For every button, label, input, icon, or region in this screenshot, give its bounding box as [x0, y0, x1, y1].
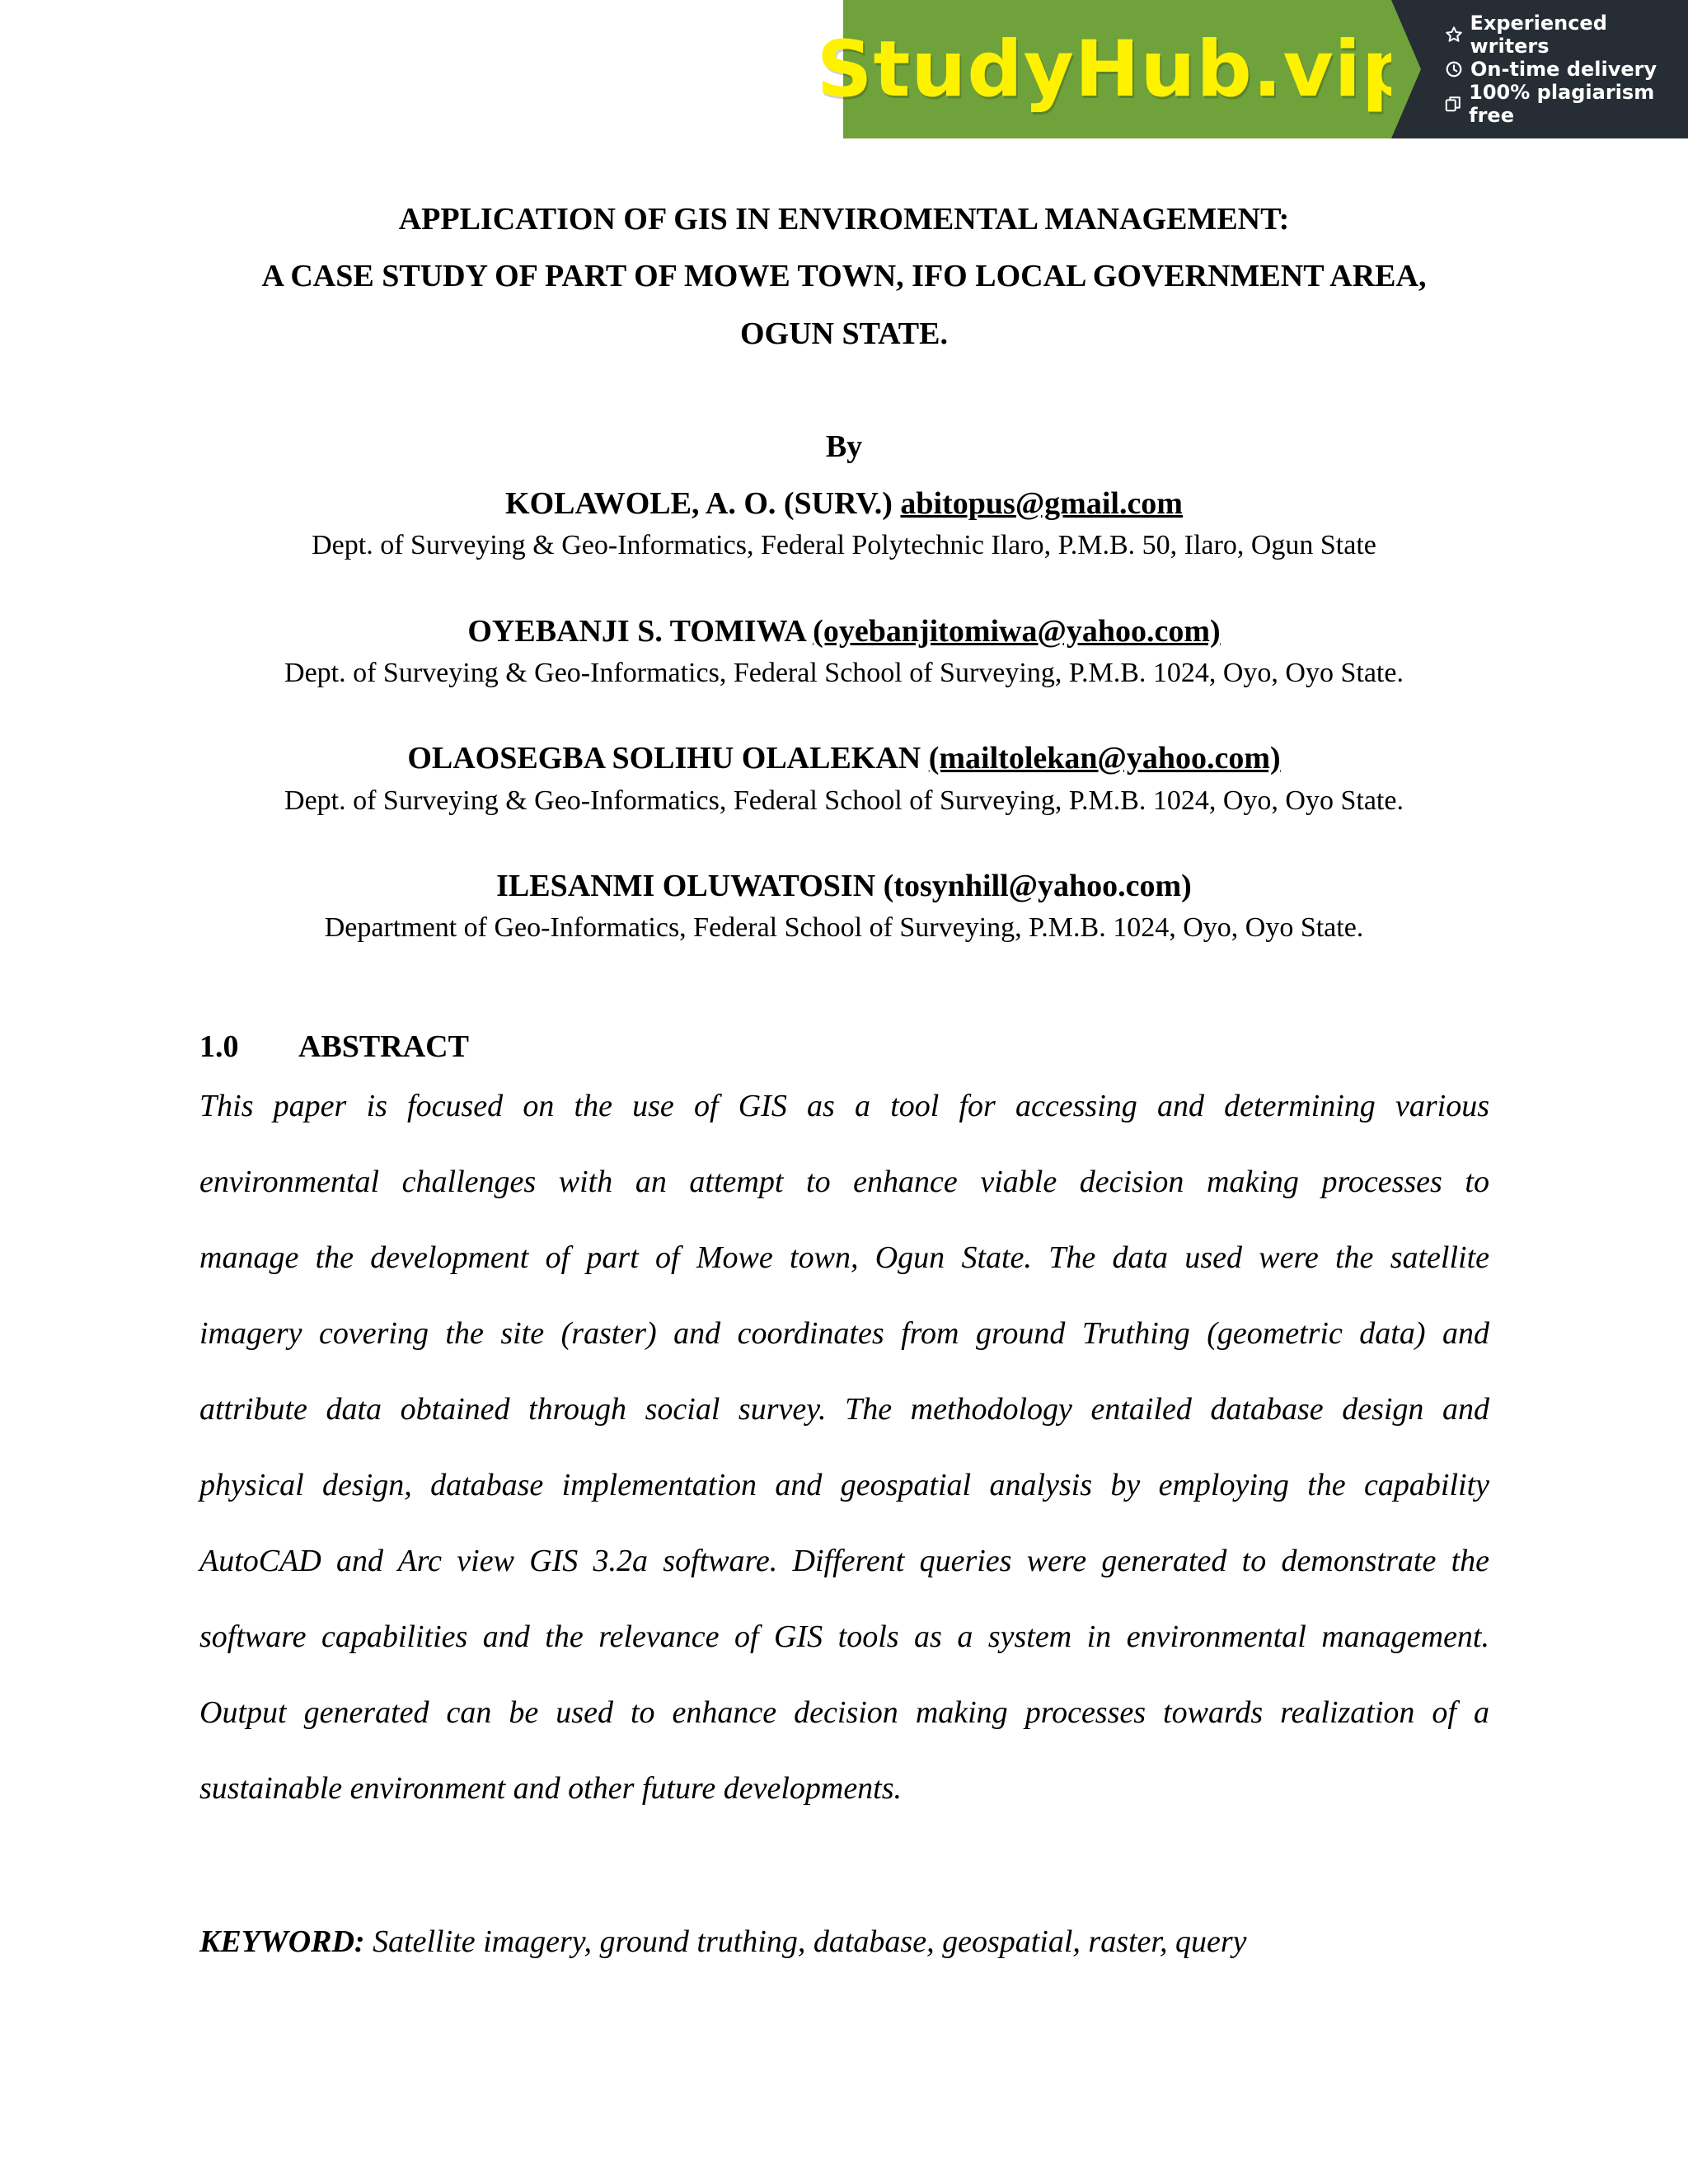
abstract-line: Output generated can be used to enhance decision making processes towards realization of a: [199, 1695, 1489, 1730]
author-email[interactable]: abitopus@gmail.com: [900, 486, 1183, 521]
feature-item: [1444, 55, 1688, 83]
keywords-label: KEYWORD:: [199, 1924, 365, 1959]
section-number: 1.0: [199, 1029, 239, 1064]
abstract-line: AutoCAD and Arc view GIS 3.2a software. Different queries were generated to demonstrate the: [199, 1544, 1489, 1578]
abstract-line: software capabilities and the relevance of GIS tools as a system in environmental management.: [199, 1619, 1489, 1654]
keywords: [199, 1924, 1247, 1960]
abstract-line: imagery covering the site (raster) and coordinates from ground Truthing (geometric data) and: [199, 1316, 1489, 1351]
author-email[interactable]: (oyebanjitomiwa@yahoo.com): [813, 614, 1221, 649]
author-email[interactable]: (tosynhill@yahoo.com): [883, 869, 1192, 903]
feature-text: 100% plagiarism free: [1469, 81, 1655, 127]
feature-text: Experienced writers: [1470, 12, 1607, 58]
author-name: OYEBANJI S. TOMIWA: [467, 614, 805, 649]
section-title: ABSTRACT: [298, 1029, 469, 1064]
author-4: [0, 868, 1688, 904]
abstract-heading: [199, 1029, 469, 1065]
abstract-line: This paper is focused on the use of GIS as a tool for accessing and determining various: [199, 1089, 1489, 1123]
author-name: OLAOSEGBA SOLIHU OLALEKAN: [407, 741, 921, 776]
abstract-line: manage the development of part of Mowe town, Ogun State. The data used were the satellite: [199, 1240, 1489, 1275]
author-2: [0, 613, 1688, 649]
paper-title-line-1: APPLICATION OF GIS IN ENVIROMENTAL MANAGEMENT:: [398, 202, 1290, 237]
author-name: ILESANMI OLUWATOSIN: [496, 869, 876, 903]
author-affiliation: Dept. of Surveying & Geo-Informatics, Federal School of Surveying, P.M.B. 1024, Oyo, Oyo State.: [284, 785, 1404, 816]
abstract-line: physical design, database implementation and geospatial analysis by employing the capability: [199, 1468, 1489, 1502]
abstract-line: attribute data obtained through social survey. The methodology entailed database design and: [199, 1392, 1489, 1427]
author-name: KOLAWOLE, A. O. (SURV.): [505, 486, 893, 521]
brand-logo: StudyHub.vip: [816, 24, 1418, 115]
feature-item: [1444, 12, 1688, 58]
feature-item: [1444, 81, 1688, 127]
author-email[interactable]: (mailtolekan@yahoo.com): [928, 741, 1281, 776]
by-line: By: [825, 429, 863, 464]
abstract-line: sustainable environment and other future developments.: [199, 1771, 903, 1806]
studyhub-banner[interactable]: [816, 0, 1688, 138]
author-affiliation: Dept. of Surveying & Geo-Informatics, Federal Polytechnic Ilaro, P.M.B. 50, Ilaro, Ogun State: [312, 530, 1376, 560]
author-1: [0, 485, 1688, 522]
brand-panel: [816, 0, 1418, 138]
author-affiliation: Department of Geo-Informatics, Federal School of Surveying, P.M.B. 1024, Oyo, Oyo State.: [324, 912, 1364, 943]
feature-text: On-time delivery: [1470, 58, 1658, 81]
paper-title-line-2: A CASE STUDY OF PART OF MOWE TOWN, IFO LOCAL GOVERNMENT AREA,: [261, 259, 1427, 293]
keywords-text: Satellite imagery, ground truthing, database, geospatial, raster, query: [364, 1924, 1247, 1959]
star-icon: [1444, 25, 1463, 45]
author-3: [0, 740, 1688, 776]
clock-icon: [1444, 59, 1464, 79]
paper-title-line-3: OGUN STATE.: [740, 316, 948, 351]
abstract-line: environmental challenges with an attempt to enhance viable decision making processes to: [199, 1165, 1489, 1199]
author-affiliation: Dept. of Surveying & Geo-Informatics, Federal School of Surveying, P.M.B. 1024, Oyo, Oyo State.: [284, 658, 1404, 688]
copy-icon: [1444, 94, 1462, 114]
feature-list: [1391, 0, 1688, 138]
